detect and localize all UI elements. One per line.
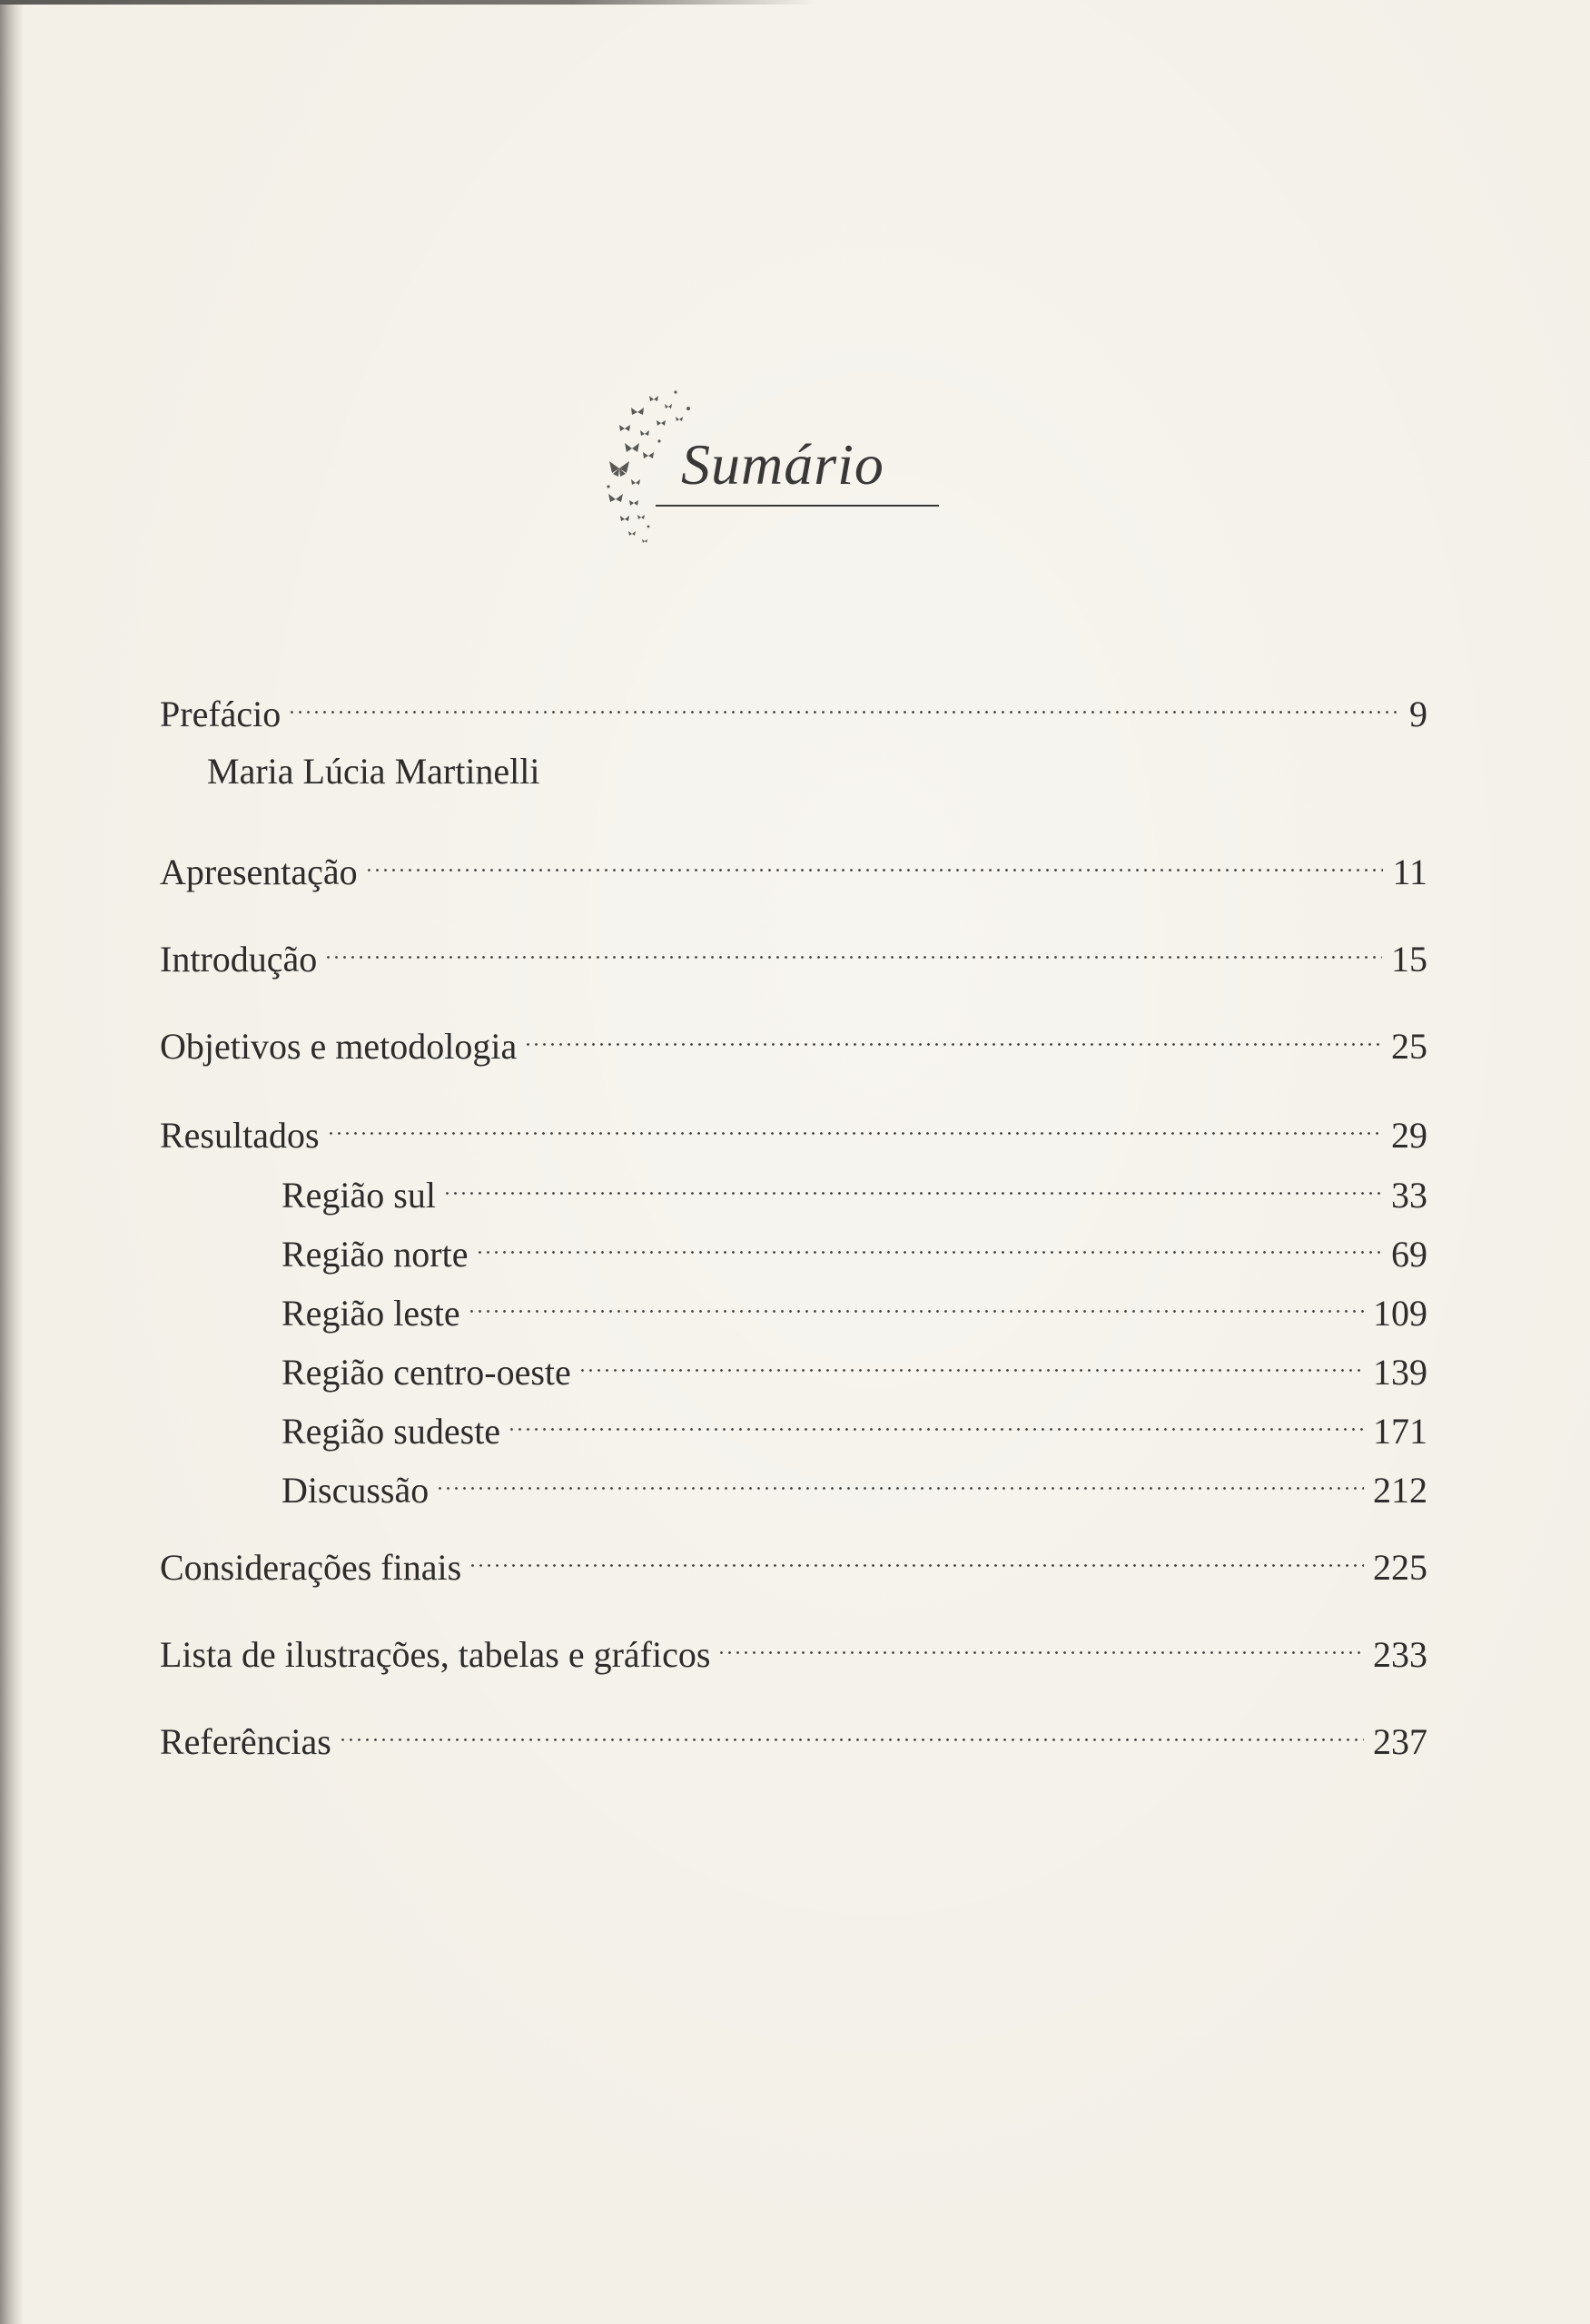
toc-entry-label: Região sudeste: [281, 1411, 501, 1452]
toc-entry-label: Considerações finais: [160, 1547, 462, 1588]
toc-entry-label: Referências: [160, 1721, 331, 1762]
toc-entry-label: Objetivos e metodologia: [160, 1026, 518, 1067]
toc-entry-consideracoes-finais[interactable]: [160, 1529, 1427, 1588]
dot-leader: [324, 921, 1382, 971]
toc-entry-page: 139: [1373, 1352, 1427, 1393]
dot-leader: [327, 1097, 1382, 1147]
toc-entry-label: Região leste: [281, 1293, 460, 1334]
toc-entry-label: Lista de ilustrações, tabelas e gráficos: [160, 1634, 711, 1675]
toc-entry-page: 29: [1391, 1115, 1427, 1156]
preface-author: Maria Lúcia Martinelli: [207, 751, 540, 792]
toc-entry-label: Prefácio: [160, 694, 281, 734]
toc-entry-introducao[interactable]: [160, 921, 1427, 980]
toc-entry-page: 171: [1373, 1411, 1427, 1452]
toc-entry-page: 15: [1391, 939, 1427, 980]
toc-entry-page: 109: [1373, 1293, 1427, 1334]
toc-entry-apresentacao[interactable]: [160, 833, 1427, 892]
dot-leader: [436, 1452, 1364, 1502]
dot-leader: [469, 1529, 1364, 1580]
toc-entry-page: 212: [1373, 1470, 1427, 1511]
toc-entry-label: Região centro-oeste: [281, 1352, 571, 1393]
toc-subentry-regiao-centro-oeste[interactable]: [281, 1334, 1427, 1393]
title-underline: [656, 505, 939, 507]
toc-entry-label: Região norte: [281, 1234, 469, 1275]
toc-entry-page: 25: [1391, 1026, 1427, 1067]
dot-leader: [339, 1703, 1364, 1754]
toc-entry-page: 11: [1392, 852, 1427, 892]
toc-entry-page: 225: [1373, 1547, 1427, 1588]
toc-entry-resultados[interactable]: [160, 1097, 1427, 1156]
toc-entry-label: Resultados: [160, 1115, 320, 1156]
toc-entry-label: Discussão: [281, 1470, 430, 1511]
dot-leader: [476, 1216, 1383, 1266]
toc-entry-label: Introdução: [160, 939, 318, 980]
dot-leader: [443, 1157, 1382, 1207]
dot-leader: [468, 1275, 1364, 1325]
toc-entry-page: 9: [1409, 694, 1427, 734]
toc-entry-prefacio[interactable]: [160, 675, 1427, 734]
page-top-edge: [0, 0, 817, 5]
toc-entry-label: Apresentação: [160, 852, 358, 892]
toc-entry-page: 237: [1373, 1721, 1427, 1762]
toc-entry-page: 69: [1391, 1234, 1427, 1275]
toc-entry-referencias[interactable]: [160, 1703, 1427, 1762]
toc-subentry-regiao-sul[interactable]: [281, 1157, 1427, 1216]
toc-entry-objetivos[interactable]: [160, 1008, 1427, 1067]
toc-entry-page: 33: [1391, 1175, 1427, 1216]
toc-subentry-regiao-leste[interactable]: [281, 1275, 1427, 1334]
toc-subentry-regiao-norte[interactable]: [281, 1216, 1427, 1275]
toc-subentry-discussao[interactable]: [281, 1452, 1427, 1511]
binding-gutter: [0, 0, 24, 2324]
page-title: Sumário: [681, 432, 884, 497]
dot-leader: [508, 1393, 1364, 1443]
dot-leader: [717, 1616, 1364, 1667]
toc-entry-page: 233: [1373, 1634, 1427, 1675]
dot-leader: [288, 675, 1400, 726]
toc-entry-lista-de-ilustracoes[interactable]: [160, 1616, 1427, 1675]
title-block: [581, 381, 944, 563]
toc-subentry-regiao-sudeste[interactable]: [281, 1393, 1427, 1452]
toc-entry-label: Região sul: [281, 1175, 436, 1216]
dot-leader: [365, 833, 1384, 884]
dot-leader: [578, 1334, 1364, 1384]
dot-leader: [524, 1008, 1382, 1059]
